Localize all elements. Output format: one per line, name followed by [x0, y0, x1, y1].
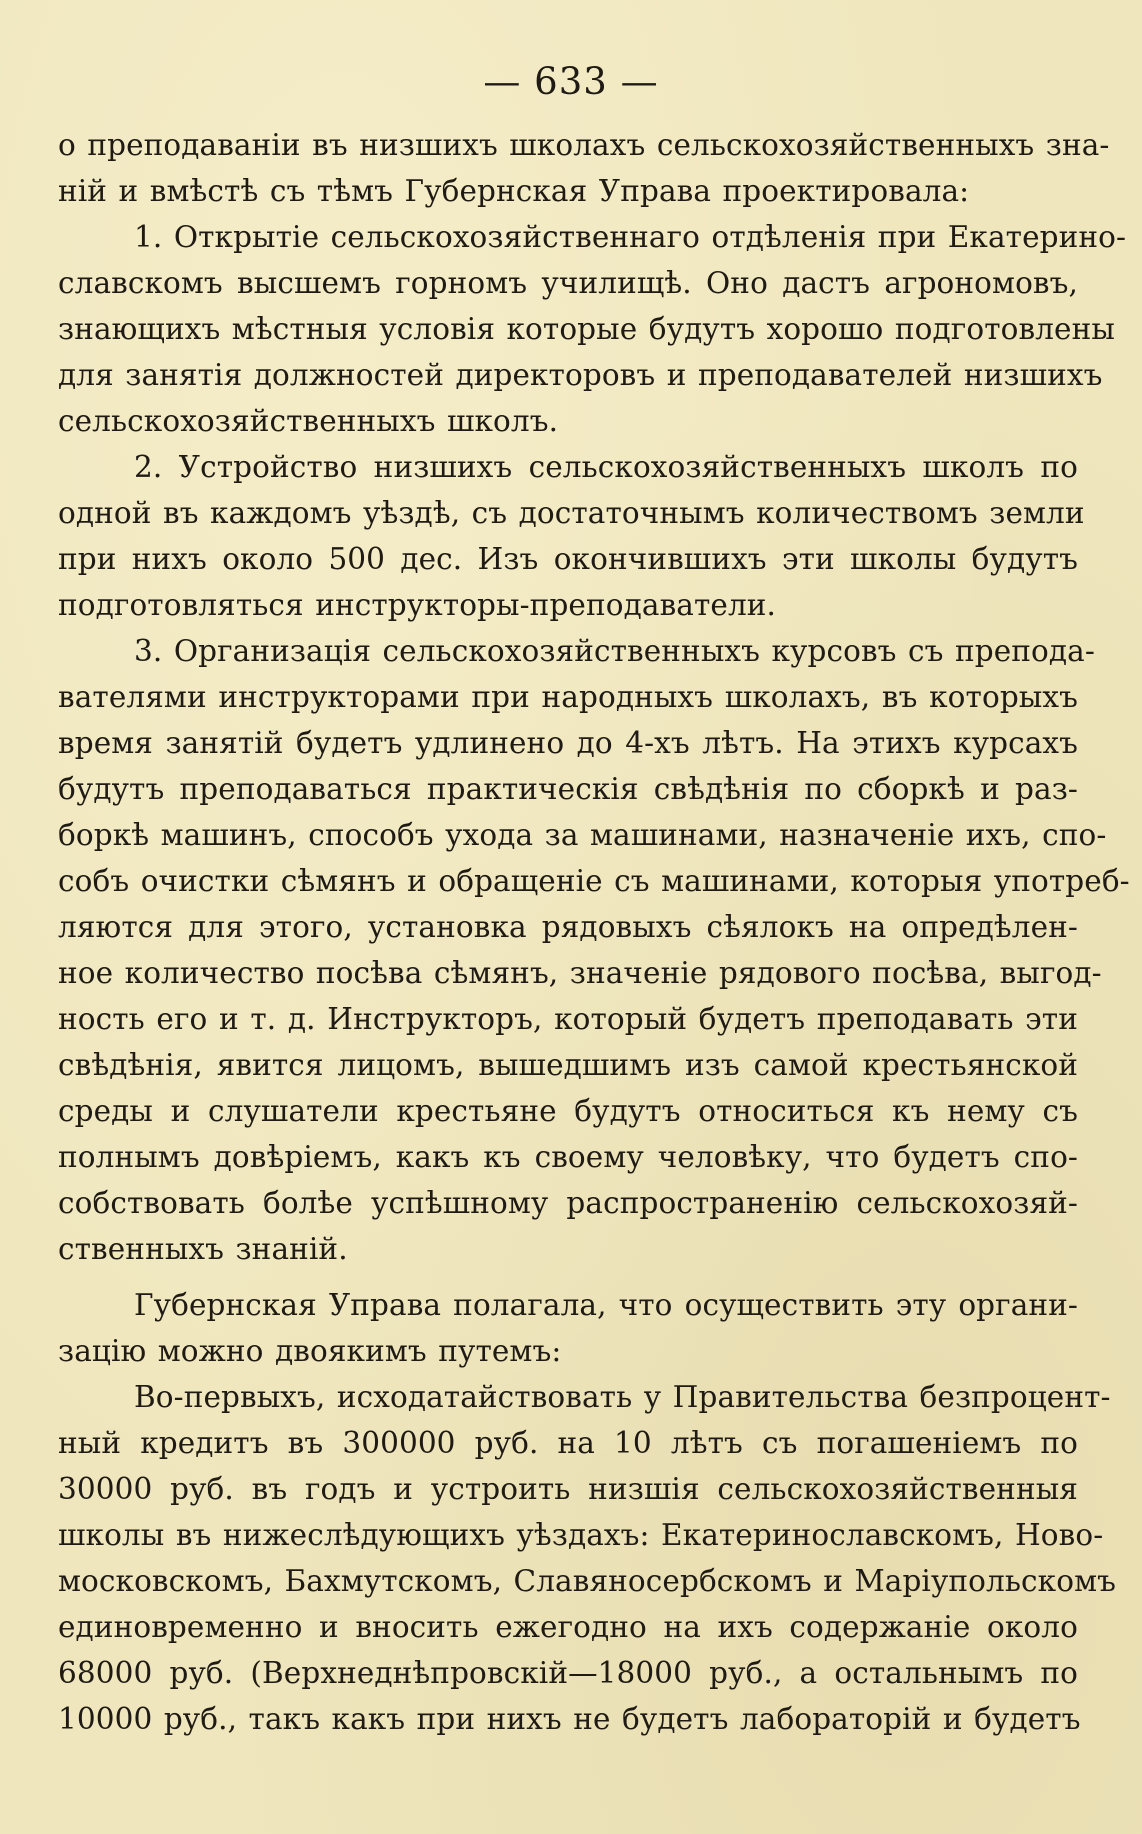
text-line: Во-первыхъ, исходатайствовать у Правительства безпроцент- [134, 1380, 1111, 1414]
text-line: ность его и т. д. Инструкторъ, который будетъ преподавать эти [58, 1002, 1078, 1036]
text-line: зацiю можно двоякимъ путемъ: [58, 1334, 562, 1368]
text-line: 68000 руб. (Верхнеднѣпровскiй—18000 руб., а остальнымъ по [58, 1656, 1078, 1690]
text-line: о преподаванiи въ низшихъ школахъ сельскохозяйственныхъ зна- [58, 128, 1110, 162]
text-line: подготовляться инструкторы-преподаватели. [58, 588, 777, 622]
text-line: сельскохозяйственныхъ школъ. [58, 404, 559, 438]
text-line: 1. Открытiе сельскохозяйственнаго отдѣленiя при Екатерино- [134, 220, 1127, 254]
text-line: для занятiя должностей директоровъ и преподавателей низшихъ [58, 358, 1103, 392]
text-line: ляются для этого, установка рядовыхъ сѣялокъ на опредѣлен- [58, 910, 1078, 944]
text-line: Губернская Управа полагала, что осуществить эту органи- [134, 1288, 1078, 1322]
text-line: нiй и вмѣстѣ съ тѣмъ Губернская Управа проектировала: [58, 174, 970, 208]
text-line: боркѣ машинъ, способъ ухода за машинами, назначенiе ихъ, спо- [58, 818, 1107, 852]
text-line: полнымъ довѣрiемъ, какъ къ своему человѣку, что будетъ спо- [58, 1140, 1078, 1174]
text-line: 30000 руб. въ годъ и устроить низшiя сельскохозяйственныя [58, 1472, 1078, 1506]
text-line: школы въ нижеслѣдующихъ уѣздахъ: Екатеринославскомъ, Ново- [58, 1518, 1104, 1552]
text-line: одной въ каждомъ уѣздѣ, съ достаточнымъ количествомъ земли [58, 496, 1085, 530]
text-line: собъ очистки сѣмянъ и обращенiе съ машинами, которыя употреб- [58, 864, 1130, 898]
text-line: при нихъ около 500 дес. Изъ окончившихъ эти школы будутъ [58, 542, 1078, 576]
text-line: единовременно и вносить ежегодно на ихъ содержанiе около [58, 1610, 1078, 1644]
text-line: 3. Организацiя сельскохозяйственныхъ курсовъ съ препода- [134, 634, 1095, 668]
page-number: — 633 — [483, 60, 659, 103]
text-line: среды и слушатели крестьяне будутъ относиться къ нему съ [58, 1094, 1078, 1128]
page-text [58, 122, 1130, 1742]
text-line: ное количество посѣва сѣмянъ, значенiе рядового посѣва, выгод- [58, 956, 1102, 990]
text-line: знающихъ мѣстныя условiя которые будутъ хорошо подготовлены [58, 312, 1115, 346]
text-line: 2. Устройство низшихъ сельскохозяйственныхъ школъ по [134, 450, 1078, 484]
text-line: московскомъ, Бахмутскомъ, Славяносербскомъ и Марiупольскомъ [58, 1564, 1116, 1598]
text-line: свѣдѣнiя, явится лицомъ, вышедшимъ изъ самой крестьянской [58, 1048, 1078, 1082]
text-line: время занятiй будетъ удлинено до 4-хъ лѣтъ. На этихъ курсахъ [58, 726, 1078, 760]
text-line: ственныхъ знанiй. [58, 1232, 348, 1266]
paragraph-gap [58, 1272, 1078, 1282]
text-line: 10000 руб., такъ какъ при нихъ не будетъ лабораторiй и будетъ [58, 1702, 1081, 1736]
text-line: славскомъ высшемъ горномъ училищѣ. Оно дастъ агрономовъ, [58, 266, 1078, 300]
text-line: будутъ преподаваться практическiя свѣдѣнiя по сборкѣ и раз- [58, 772, 1078, 806]
text-line: вателями инструкторами при народныхъ школахъ, въ которыхъ [58, 680, 1078, 714]
text-line: собствовать болѣе успѣшному распространенiю сельскохозяй- [58, 1186, 1078, 1220]
text-line: ный кредитъ въ 300000 руб. на 10 лѣтъ съ погашенiемъ по [58, 1426, 1078, 1460]
